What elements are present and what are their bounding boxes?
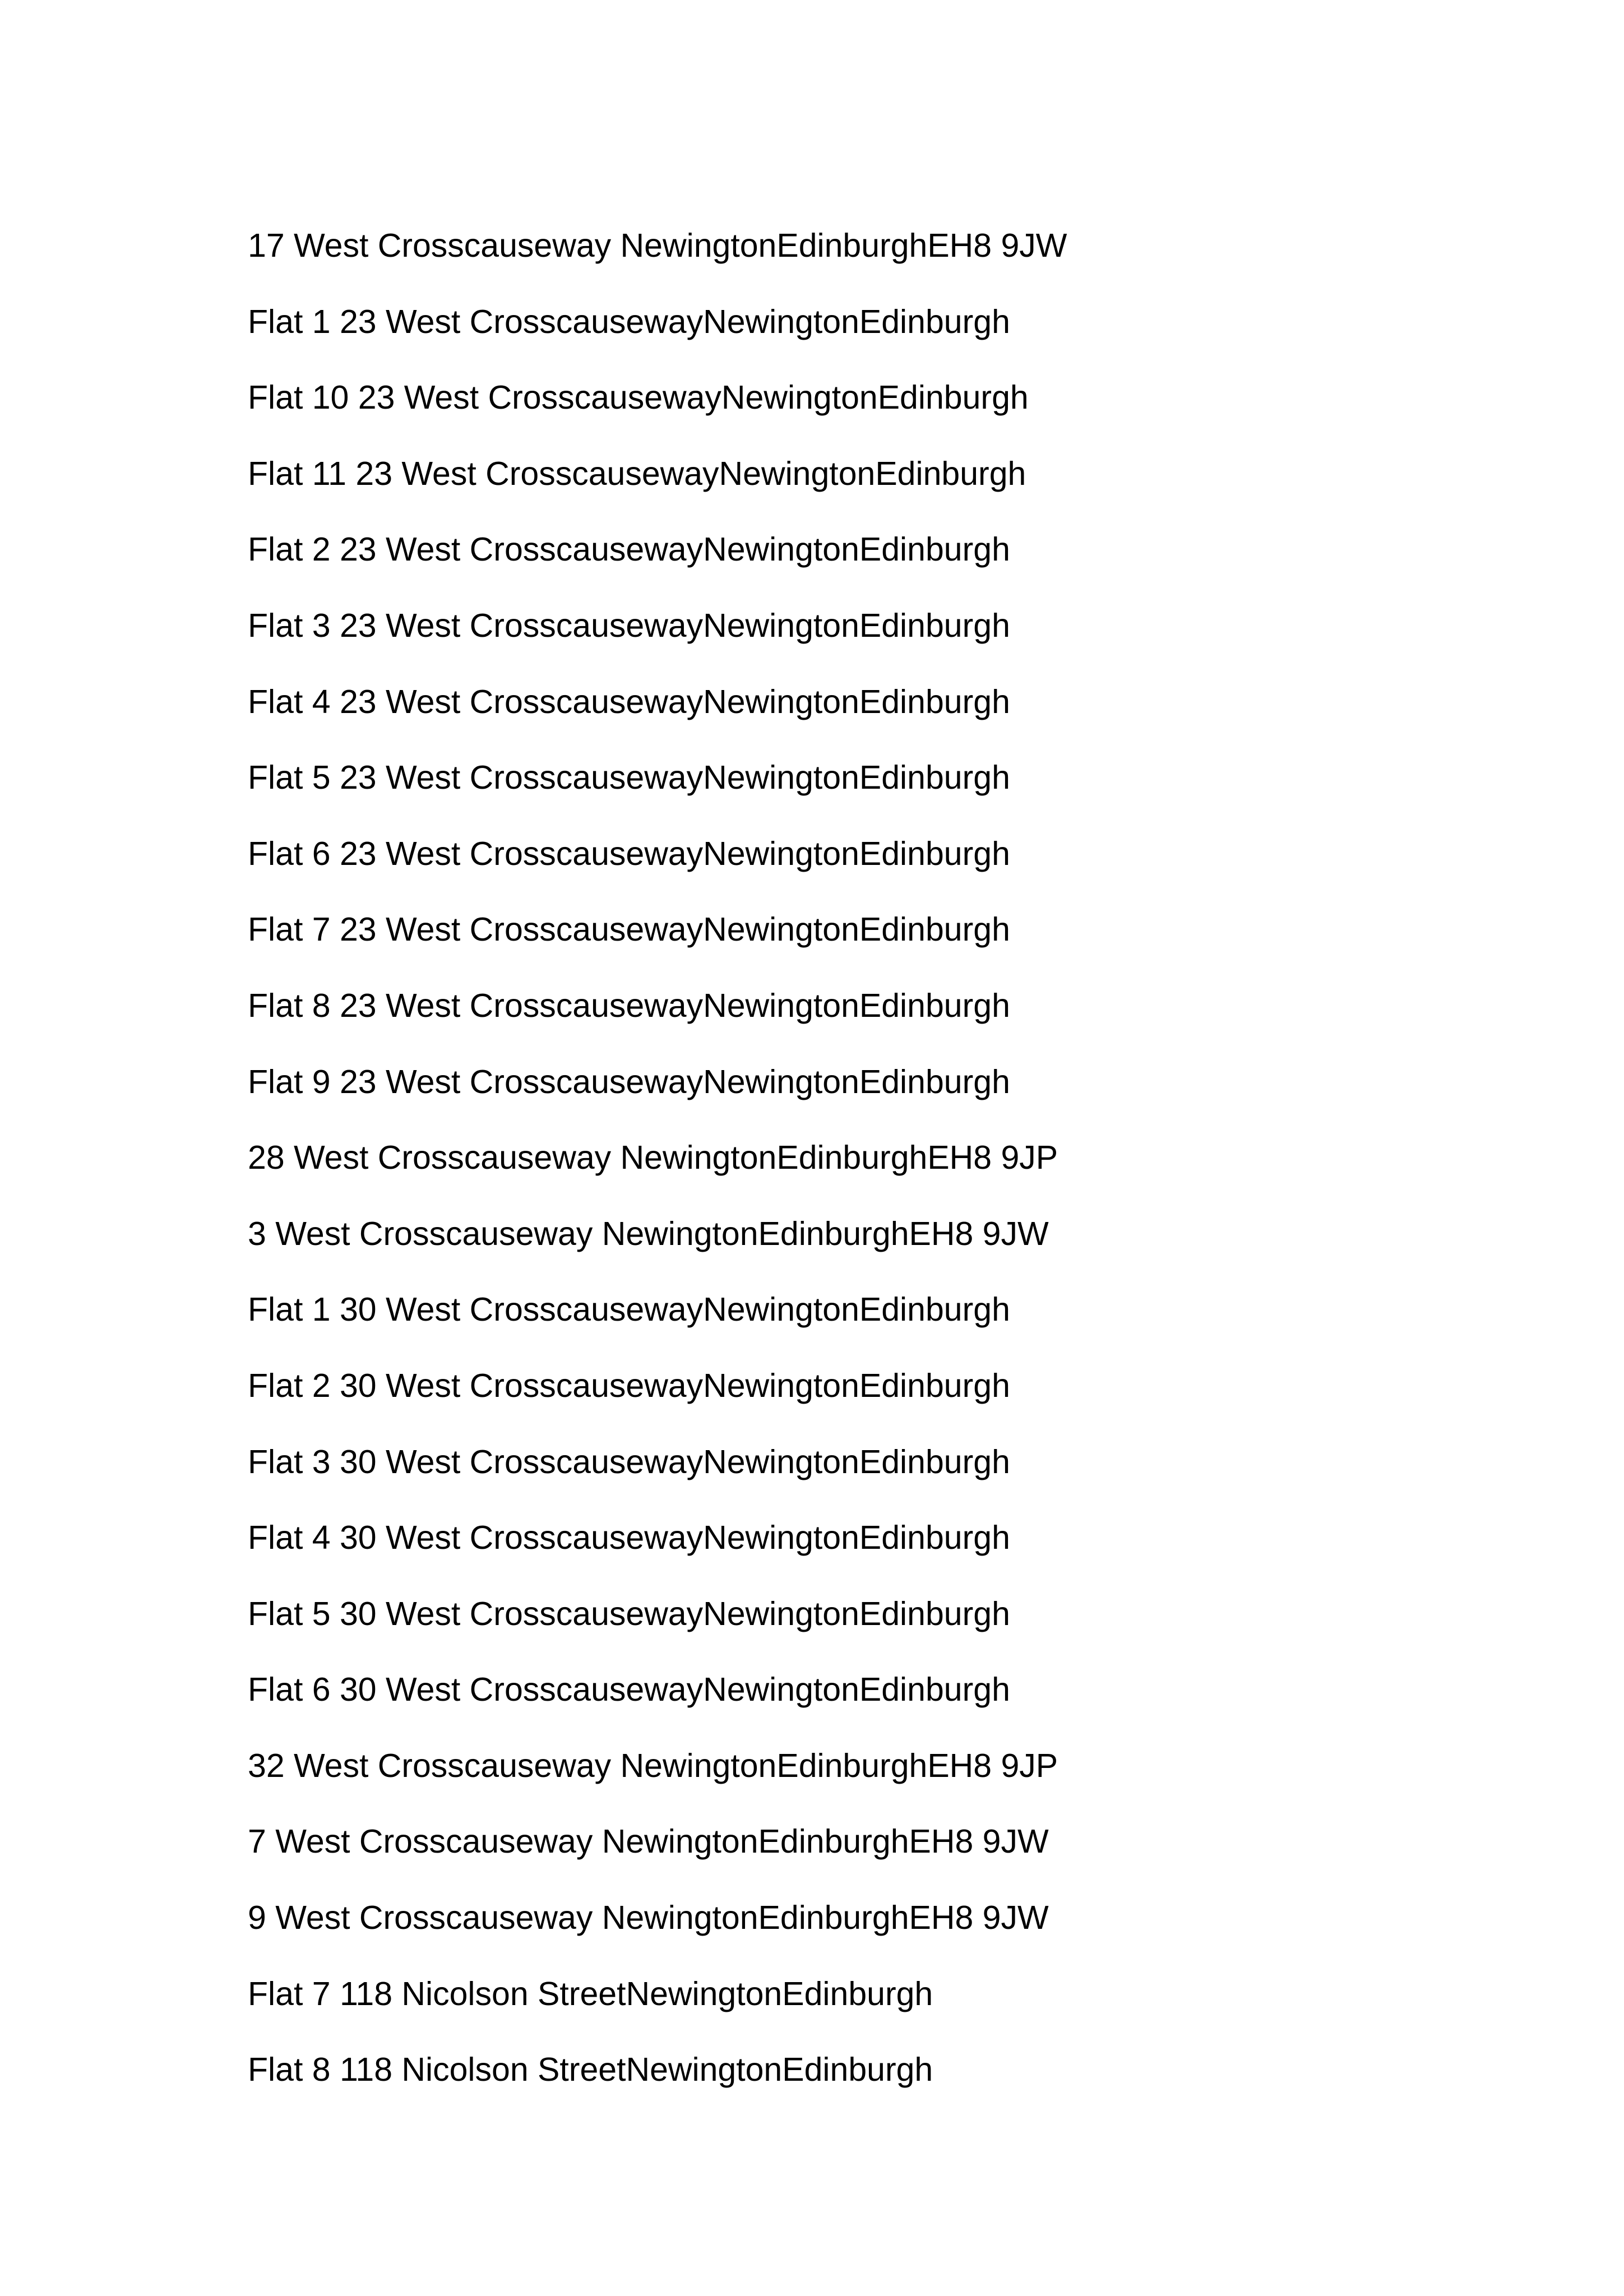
address-line: Flat 3 30 West CrosscausewayNewingtonEdinburgh [248, 1443, 1010, 1480]
address-line: Flat 1 23 West CrosscausewayNewingtonEdinburgh [248, 303, 1010, 340]
address-line: Flat 1 30 West CrosscausewayNewingtonEdinburgh [248, 1291, 1010, 1328]
address-line: 32 West Crosscauseway NewingtonEdinburghEH8 9JP [248, 1747, 1058, 1784]
address-line: Flat 4 30 West CrosscausewayNewingtonEdinburgh [248, 1519, 1010, 1557]
address-line: Flat 6 30 West CrosscausewayNewingtonEdinburgh [248, 1671, 1010, 1709]
address-line: Flat 9 23 West CrosscausewayNewingtonEdinburgh [248, 1063, 1010, 1100]
address-line: Flat 4 23 West CrosscausewayNewingtonEdinburgh [248, 683, 1010, 720]
address-line: Flat 5 23 West CrosscausewayNewingtonEdinburgh [248, 759, 1010, 797]
address-line: Flat 8 23 West CrosscausewayNewingtonEdinburgh [248, 987, 1010, 1024]
address-line: Flat 11 23 West CrosscausewayNewingtonEdinburgh [248, 455, 1026, 492]
address-line: Flat 8 118 Nicolson StreetNewingtonEdinburgh [248, 2051, 933, 2089]
address-line: Flat 7 118 Nicolson StreetNewingtonEdinburgh [248, 1975, 933, 2012]
address-line: 9 West Crosscauseway NewingtonEdinburghEH8 9JW [248, 1899, 1049, 1937]
address-line: Flat 2 30 West CrosscausewayNewingtonEdinburgh [248, 1367, 1010, 1404]
address-line: Flat 6 23 West CrosscausewayNewingtonEdinburgh [248, 835, 1010, 872]
address-line: 17 West Crosscauseway NewingtonEdinburghEH8 9JW [248, 227, 1067, 264]
address-list [248, 229, 1067, 2129]
address-line: Flat 2 23 West CrosscausewayNewingtonEdinburgh [248, 531, 1010, 568]
address-line: 3 West Crosscauseway NewingtonEdinburghEH8 9JW [248, 1215, 1049, 1252]
address-line: Flat 7 23 West CrosscausewayNewingtonEdinburgh [248, 911, 1010, 948]
address-line: 7 West Crosscauseway NewingtonEdinburghEH8 9JW [248, 1823, 1049, 1860]
address-line: Flat 5 30 West CrosscausewayNewingtonEdinburgh [248, 1595, 1010, 1632]
address-line: Flat 10 23 West CrosscausewayNewingtonEdinburgh [248, 379, 1029, 416]
address-line: Flat 3 23 West CrosscausewayNewingtonEdinburgh [248, 607, 1010, 644]
address-line: 28 West Crosscauseway NewingtonEdinburghEH8 9JP [248, 1139, 1058, 1177]
